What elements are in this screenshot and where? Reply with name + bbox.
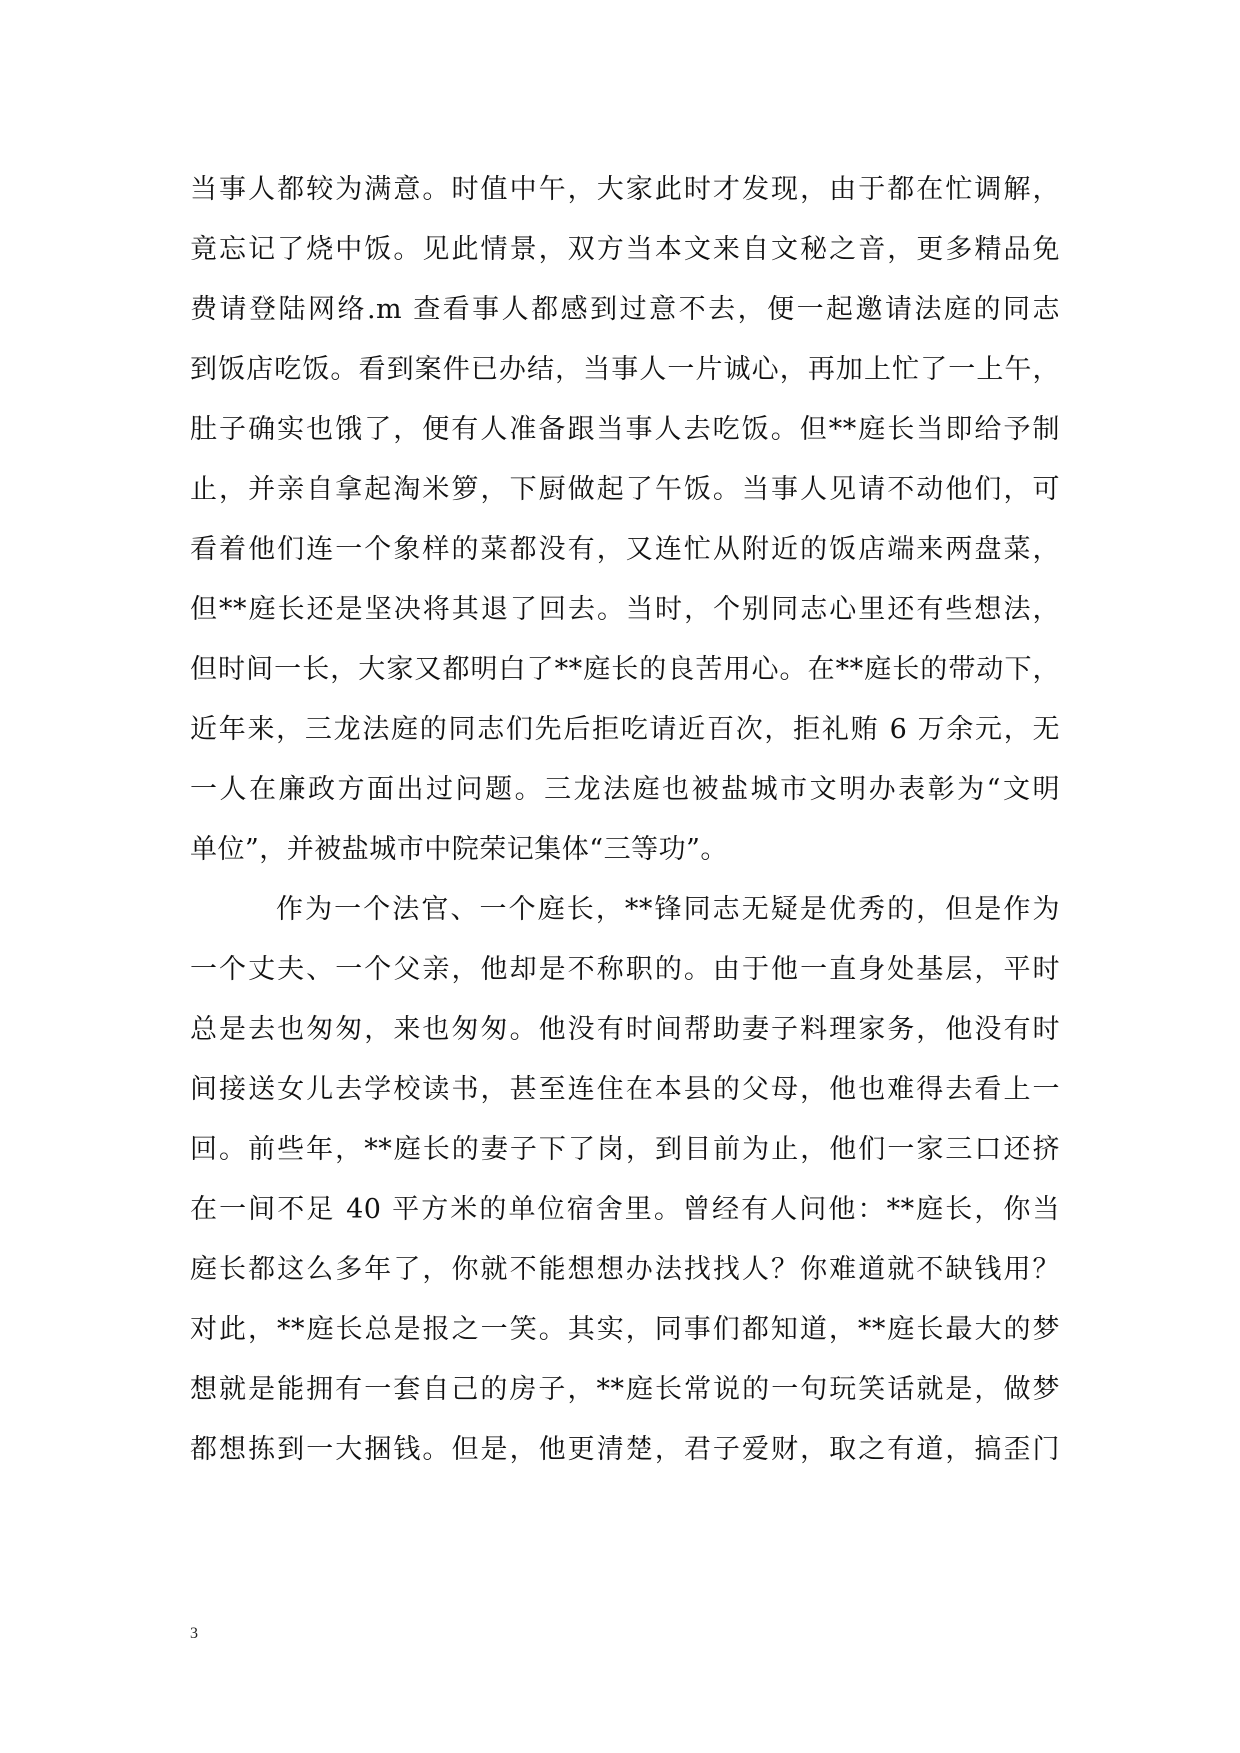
text-line: 对此，**庭长总是报之一笑。其实，同事们都知道，**庭长最大的梦 xyxy=(190,1314,1060,1345)
text-line: 在一间不足 40 平方米的单位宿舍里。曾经有人问他：**庭长，你当 xyxy=(190,1194,1060,1225)
text-line: 庭长都这么多年了，你就不能想想办法找找人？你难道就不缺钱用？ xyxy=(190,1254,1060,1285)
text-line: 一个丈夫、一个父亲，他却是不称职的。由于他一直身处基层，平时 xyxy=(190,954,1060,985)
paragraph-end-line: 单位”，并被盐城市中院荣记集体“三等功”。 xyxy=(190,834,728,865)
text-line: 总是去也匆匆，来也匆匆。他没有时间帮助妻子料理家务，他没有时 xyxy=(190,1014,1060,1045)
text-line: 当事人都较为满意。时值中午，大家此时才发现，由于都在忙调解， xyxy=(190,174,1060,205)
text-line: 都想拣到一大捆钱。但是，他更清楚，君子爱财，取之有道，搞歪门 xyxy=(190,1434,1060,1465)
body-text xyxy=(190,160,1060,1480)
text-line: 回。前些年，**庭长的妻子下了岗，到目前为止，他们一家三口还挤 xyxy=(190,1134,1060,1165)
text-line: 想就是能拥有一套自己的房子，**庭长常说的一句玩笑话就是，做梦 xyxy=(190,1374,1060,1405)
text-line: 竟忘记了烧中饭。见此情景，双方当本文来自文秘之音，更多精品免 xyxy=(190,234,1060,265)
text-line: 间接送女儿去学校读书，甚至连住在本县的父母，他也难得去看上一 xyxy=(190,1074,1060,1105)
text-line: 肚子确实也饿了，便有人准备跟当事人去吃饭。但**庭长当即给予制 xyxy=(190,414,1060,445)
text-line: 但时间一长，大家又都明白了**庭长的良苦用心。在**庭长的带动下， xyxy=(190,654,1060,685)
text-line: 费请登陆网络.m 查看事人都感到过意不去，便一起邀请法庭的同志 xyxy=(190,294,1060,325)
text-line: 但**庭长还是坚决将其退了回去。当时，个别同志心里还有些想法， xyxy=(190,594,1060,625)
text-line: 看着他们连一个象样的菜都没有，又连忙从附近的饭店端来两盘菜， xyxy=(190,534,1060,565)
paragraph-first-line: 作为一个法官、一个庭长，**锋同志无疑是优秀的，但是作为 xyxy=(276,894,1060,925)
text-line: 止，并亲自拿起淘米箩，下厨做起了午饭。当事人见请不动他们，可 xyxy=(190,474,1060,505)
text-line: 一人在廉政方面出过问题。三龙法庭也被盐城市文明办表彰为“文明 xyxy=(190,774,1060,805)
text-line: 到饭店吃饭。看到案件已办结，当事人一片诚心，再加上忙了一上午， xyxy=(190,354,1060,385)
text-line: 近年来，三龙法庭的同志们先后拒吃请近百次，拒礼贿 6 万余元，无 xyxy=(190,714,1060,745)
page-number: 3 xyxy=(190,1625,198,1642)
